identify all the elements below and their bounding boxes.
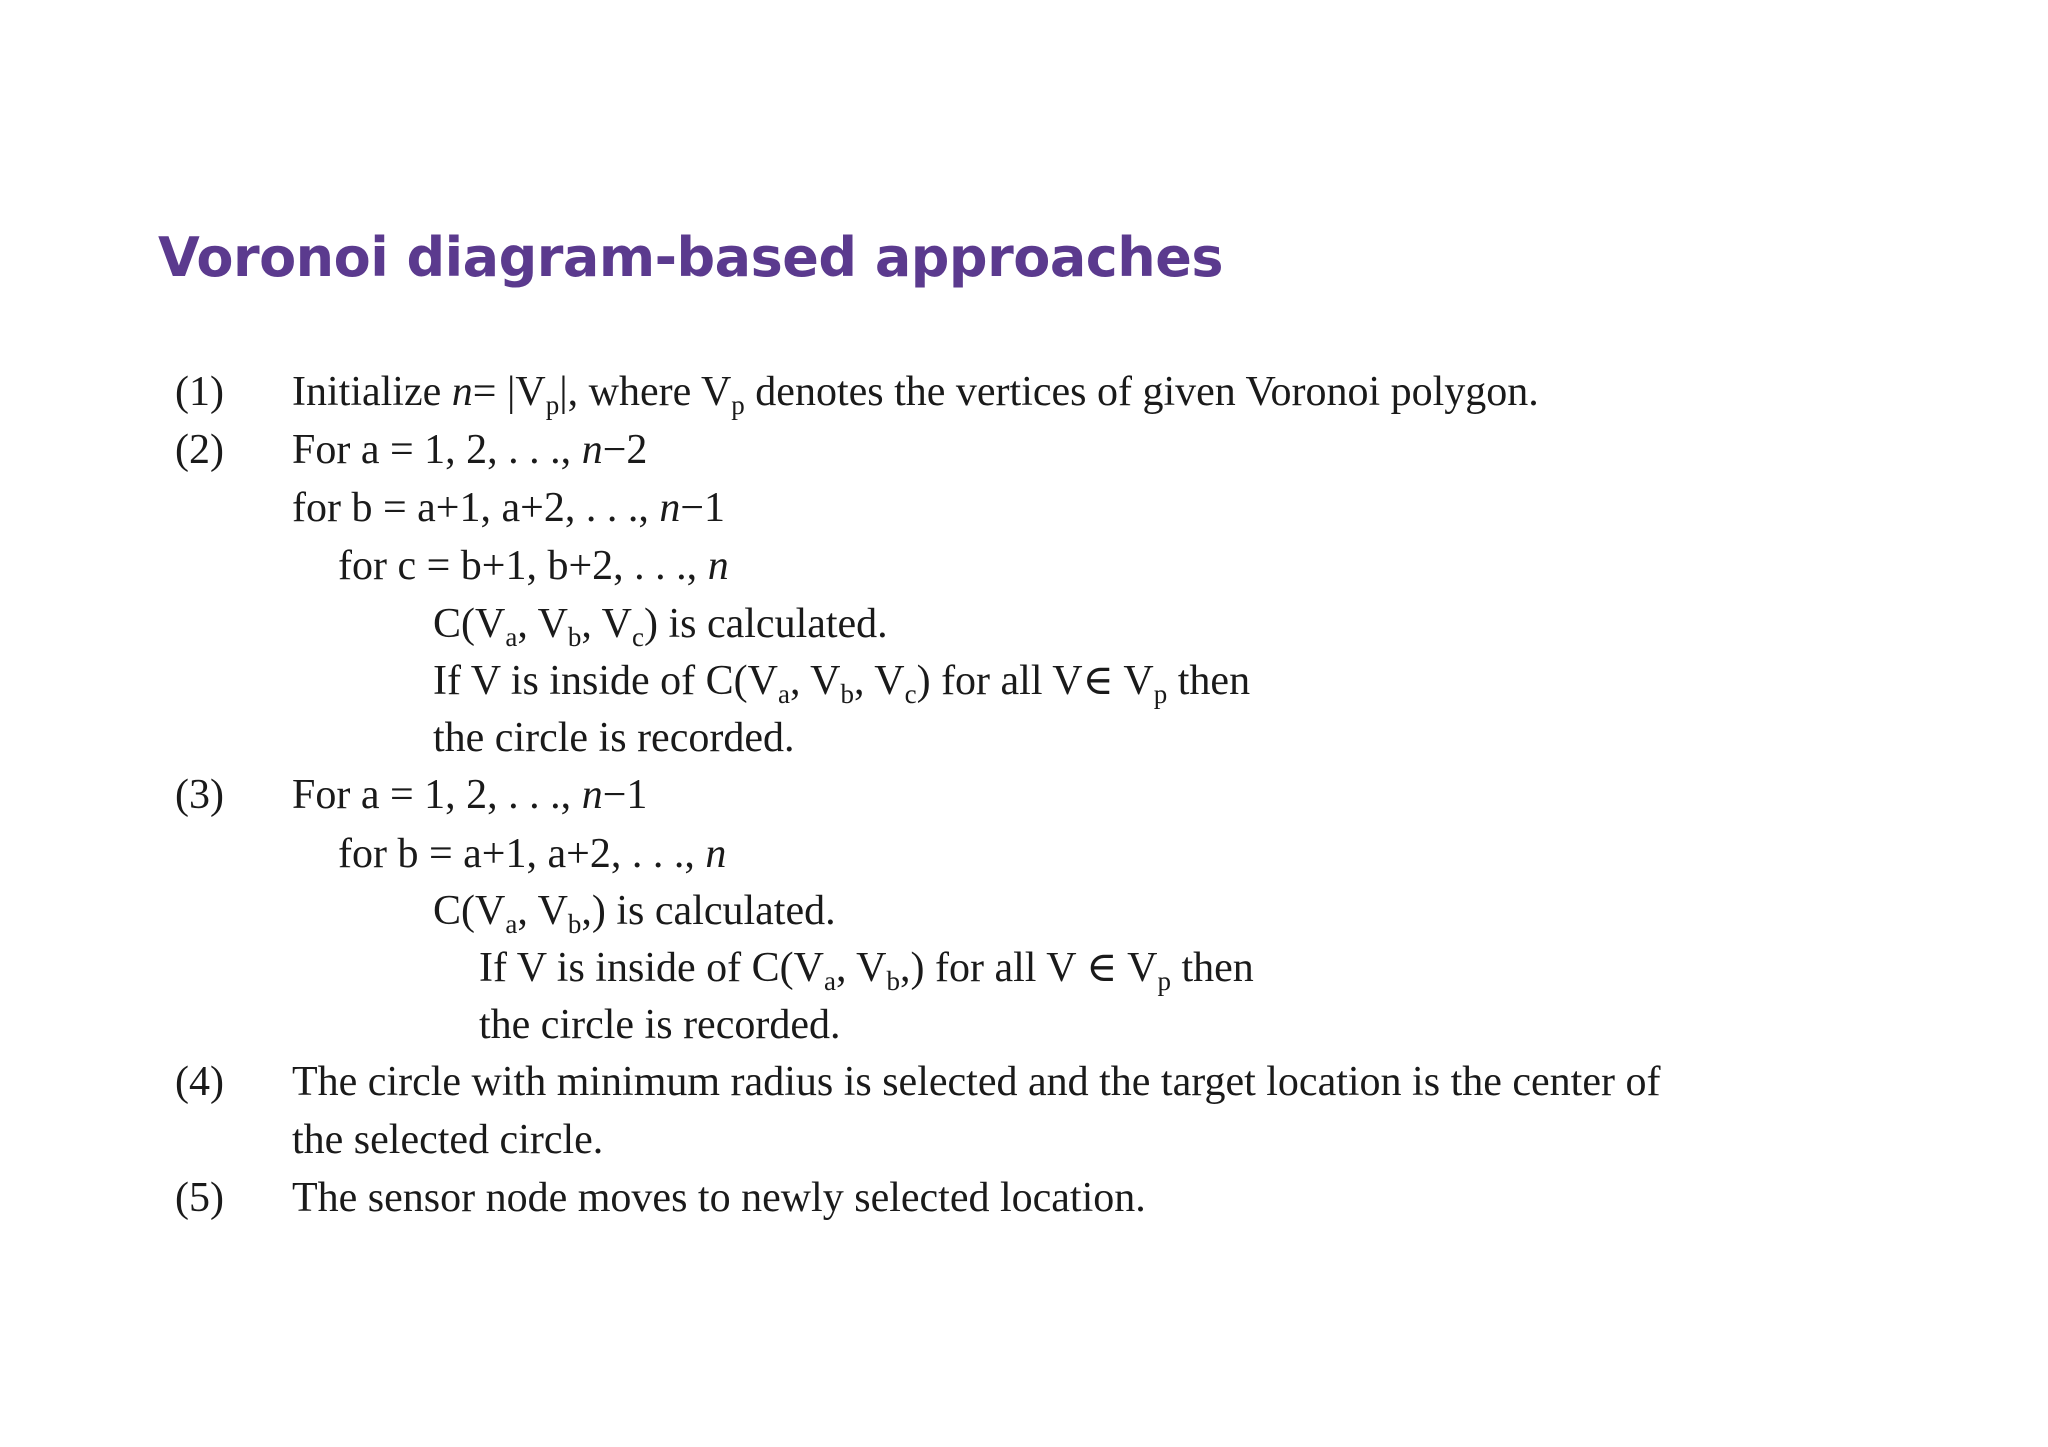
step-2-condition: If V is inside of $C(V_a$, $V_b$, $V_c$) for all V∈ $V_p$ then — [433, 658, 1251, 709]
step-2-loop-b: for b = a+1, a+2, . . ., n−1 — [292, 485, 726, 531]
step-3-record: the circle is recorded. — [479, 1002, 841, 1048]
step-2-loop-a: For a = 1, 2, . . ., n−2 — [292, 427, 648, 473]
step-number: (3) — [175, 772, 224, 818]
step-number: (4) — [175, 1059, 224, 1105]
step-number: (1) — [175, 369, 224, 415]
step-4-text: The circle with minimum radius is selected and the target location is the center of — [292, 1059, 1661, 1105]
step-number: (5) — [175, 1175, 224, 1221]
step-3-loop-a: For a = 1, 2, . . ., n−1 — [292, 772, 648, 818]
step-1-text: Initialize $n= |V_p|$, where $V_p$ denotes the vertices of given Voronoi polygon. — [292, 369, 1539, 420]
page-title: Voronoi diagram-based approaches — [158, 226, 1223, 289]
step-2-calc: $C(V_a$, $V_b$, $V_c$) is calculated. — [433, 601, 888, 652]
step-2-record: the circle is recorded. — [433, 715, 795, 761]
step-2-loop-c: for c = b+1, b+2, . . ., n — [338, 543, 729, 589]
step-5-text: The sensor node moves to newly selected location. — [292, 1175, 1146, 1221]
step-4-text-cont: the selected circle. — [292, 1117, 604, 1163]
step-3-calc: $C(V_a$, $V_b$,) is calculated. — [433, 888, 836, 939]
step-3-loop-b: for b = a+1, a+2, . . ., n — [338, 831, 727, 877]
step-number: (2) — [175, 427, 224, 473]
step-3-condition: If V is inside of $C(V_a$, $V_b$,) for all V ∈ $V_p$ then — [479, 945, 1254, 996]
